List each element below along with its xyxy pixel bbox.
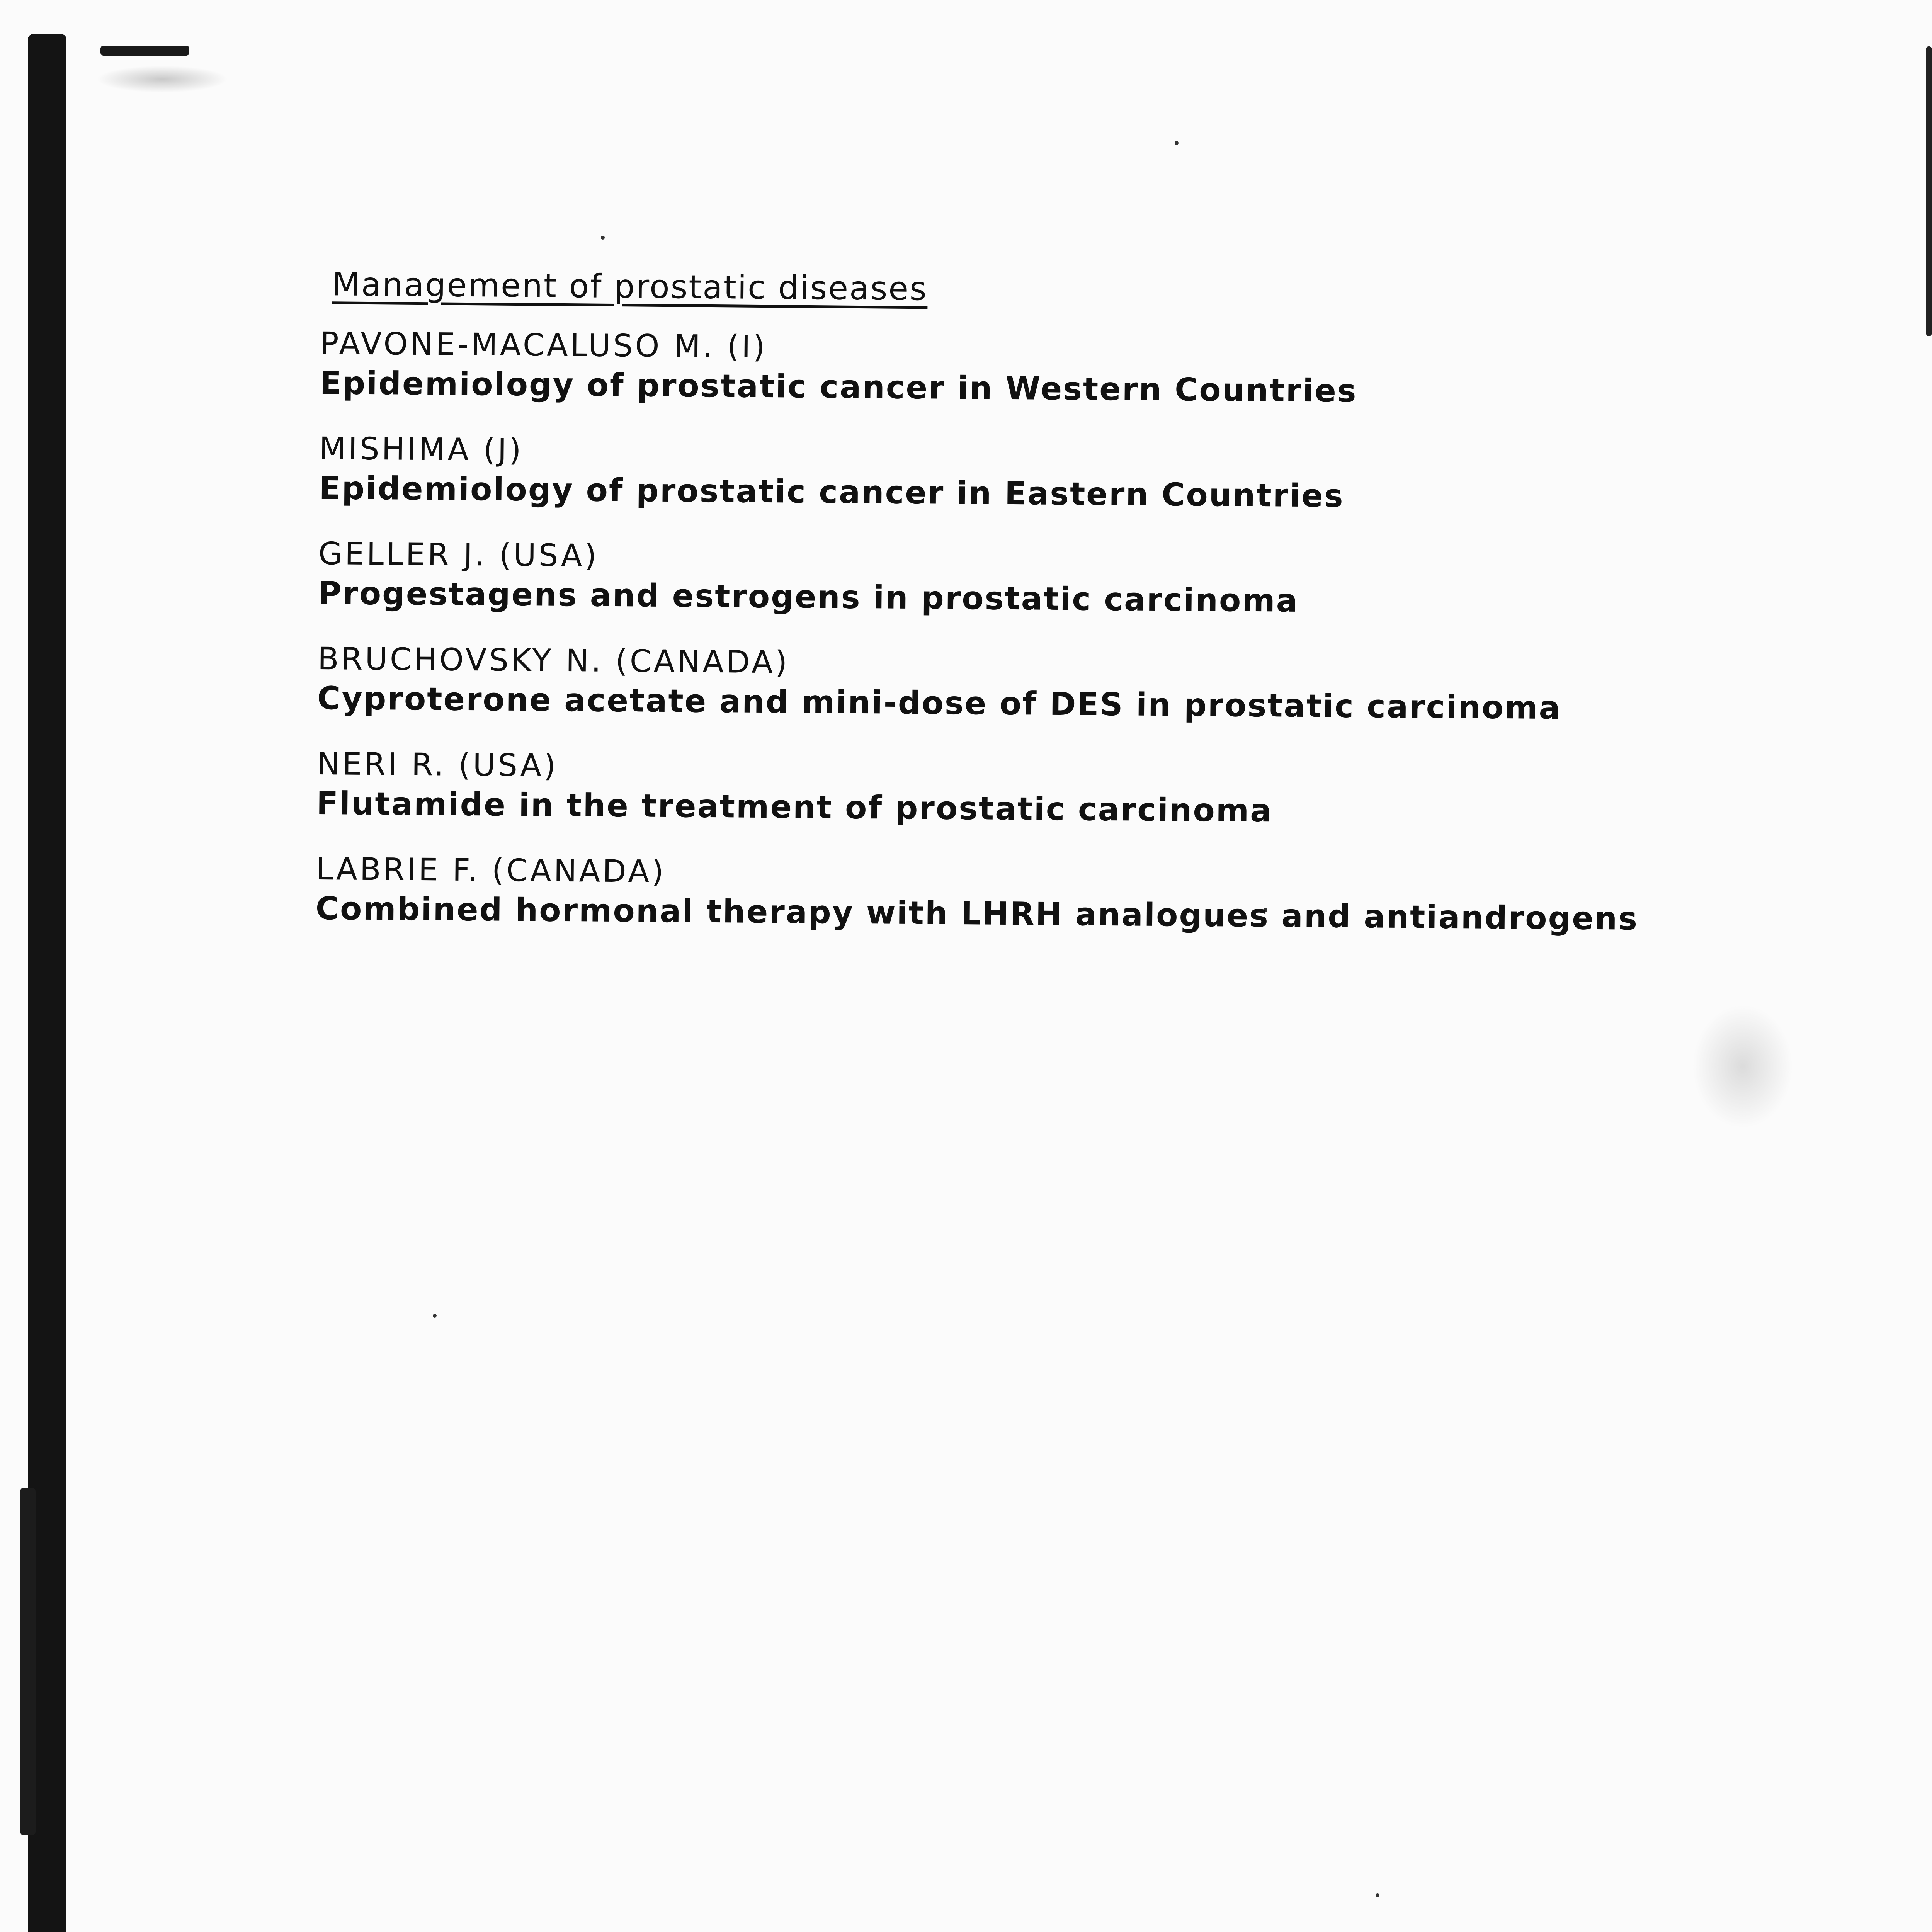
speaker-entry bbox=[319, 429, 1672, 519]
scan-edge-notch bbox=[20, 1488, 36, 1835]
scan-smudge bbox=[97, 66, 228, 93]
entry-title: Epidemiology of prostatic cancer in Western Countries bbox=[320, 364, 1357, 410]
entry-author: MISHIMA (J) bbox=[319, 430, 524, 468]
document-heading: Management of prostatic diseases bbox=[332, 265, 928, 308]
scan-speck bbox=[1175, 141, 1179, 145]
entry-author: PAVONE-MACALUSO M. (I) bbox=[320, 325, 768, 365]
speaker-entry bbox=[316, 744, 1670, 834]
scan-speck bbox=[601, 236, 605, 240]
entry-title: Progestagens and estrogens in prostatic carcinoma bbox=[318, 575, 1299, 619]
entry-author: LABRIE F. (CANADA) bbox=[316, 850, 666, 890]
entry-title: Cyproterone acetate and mini-dose of DES in prostatic carcinoma bbox=[317, 680, 1562, 727]
scan-top-mark bbox=[100, 46, 189, 56]
scan-noise-blot bbox=[1692, 1005, 1793, 1128]
scan-speck bbox=[433, 1314, 437, 1318]
entry-author: GELLER J. (USA) bbox=[318, 535, 599, 574]
speaker-entry bbox=[317, 639, 1670, 729]
speaker-entry bbox=[315, 849, 1668, 939]
entry-title: Flutamide in the treatment of prostatic carcinoma bbox=[316, 785, 1273, 830]
speaker-entry bbox=[318, 534, 1671, 624]
scan-right-edge bbox=[1926, 46, 1932, 336]
speaker-entry bbox=[320, 324, 1673, 414]
document-body bbox=[315, 263, 1673, 965]
entry-author: BRUCHOVSKY N. (CANADA) bbox=[317, 640, 790, 680]
entry-title: Combined hormonal therapy with LHRH analogues and antiandrogens bbox=[315, 890, 1639, 937]
scan-speck bbox=[1376, 1893, 1379, 1897]
entry-author: NERI R. (USA) bbox=[316, 745, 558, 784]
entry-title: Epidemiology of prostatic cancer in Eastern Countries bbox=[319, 469, 1345, 515]
